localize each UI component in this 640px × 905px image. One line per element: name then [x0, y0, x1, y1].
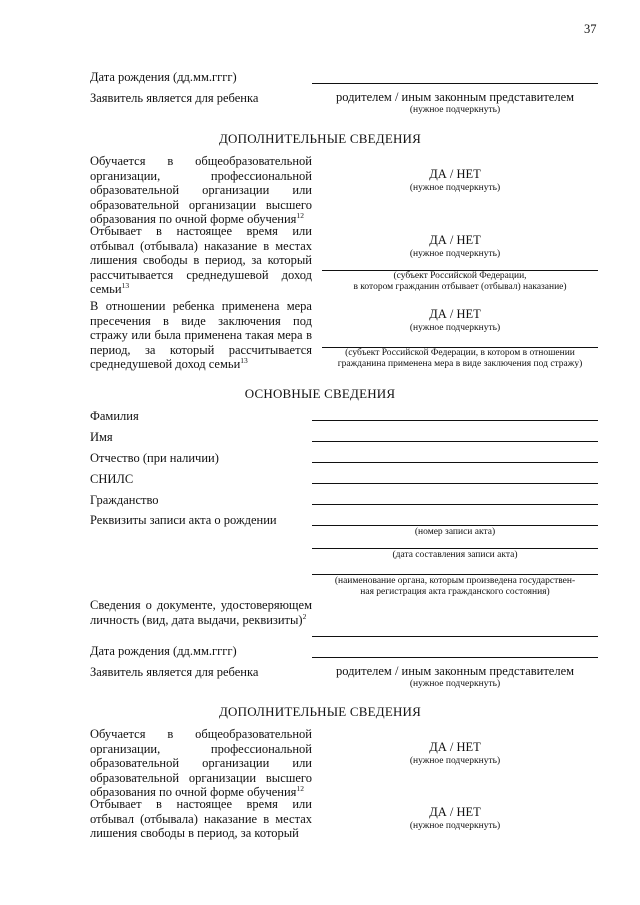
q2-note-2: (нужное подчеркнуть): [409, 821, 501, 831]
q1-note: (нужное подчеркнуть): [409, 183, 501, 193]
q3-note: (нужное подчеркнуть): [409, 323, 501, 333]
registry-body-caption-1: (наименование органа, которым произведена государствен-: [334, 576, 576, 586]
record-date-caption: (дата составления записи акта): [392, 550, 518, 560]
applicant-options[interactable]: родителем / иным законным представителем: [335, 90, 575, 104]
section-heading-additional: ДОПОЛНИТЕЛЬНЫЕ СВЕДЕНИЯ: [218, 131, 422, 146]
surname-label: Фамилия: [90, 409, 139, 423]
page-number: 37: [584, 22, 597, 36]
applicant-label: Заявитель является для ребенка: [90, 91, 259, 105]
name-field[interactable]: [312, 441, 598, 442]
q3-answer[interactable]: ДА / НЕТ: [429, 307, 481, 321]
q2-region-caption-2: в котором гражданин отбывает (отбывал) наказание): [353, 282, 567, 292]
snils-field[interactable]: [312, 483, 598, 484]
record-number-caption: (номер записи акта): [414, 527, 496, 537]
citizenship-label: Гражданство: [90, 493, 159, 507]
q2-note: (нужное подчеркнуть): [409, 249, 501, 259]
registry-body-field[interactable]: [312, 574, 598, 575]
patronymic-field[interactable]: [312, 462, 598, 463]
birth-date-label-2: Дата рождения (дд.мм.гггг): [90, 644, 237, 658]
surname-field[interactable]: [312, 420, 598, 421]
section-heading-additional-2: ДОПОЛНИТЕЛЬНЫЕ СВЕДЕНИЯ: [218, 704, 422, 719]
q3-region-caption-1: (субъект Российской Федерации, в котором в отношении: [345, 348, 575, 358]
q2-answer[interactable]: ДА / НЕТ: [429, 233, 481, 247]
birth-record-label: Реквизиты записи акта о рождении: [90, 513, 277, 527]
registry-body-caption-2: ная регистрация акта гражданского состояния): [360, 587, 550, 597]
birth-date-field[interactable]: [312, 83, 598, 84]
q2-imprisonment-text-2: Отбывает в настоящее время или отбывал (отбывала) наказание в местах лишения свободы в период, за который: [90, 797, 312, 840]
q1-note-2: (нужное подчеркнуть): [409, 756, 501, 766]
q2-answer-2[interactable]: ДА / НЕТ: [429, 805, 481, 819]
q1-studies-text-2: Обучается в общеобразовательной организации, профессиональной образовательной организации или образовательной организации высшего образования по очной форме обучения$^{12}$: [90, 727, 312, 799]
q1-answer-2[interactable]: ДА / НЕТ: [429, 740, 481, 754]
q1-studies-text: Обучается в общеобразовательной организации, профессиональной образовательной организации или образовательной организации высшего образования по очной форме обучения$^{12}$: [90, 154, 312, 226]
record-date-field[interactable]: [312, 548, 598, 549]
q2-imprisonment-text: Отбывает в настоящее время или отбывал (отбывала) наказание в местах лишения свободы в период, за который рассчитывается среднедушевой доход семьи$^{13}$: [90, 224, 312, 296]
id-document-text: Сведения о документе, удостоверяющем личность (вид, дата выдачи, реквизиты)$^2$: [90, 598, 312, 627]
underline-note-2: (нужное подчеркнуть): [409, 679, 501, 689]
applicant-options-2[interactable]: родителем / иным законным представителем: [335, 664, 575, 678]
q1-answer[interactable]: ДА / НЕТ: [429, 167, 481, 181]
birth-date-field-2[interactable]: [312, 657, 598, 658]
patronymic-label: Отчество (при наличии): [90, 451, 219, 465]
name-label: Имя: [90, 430, 113, 444]
section-heading-main: ОСНОВНЫЕ СВЕДЕНИЯ: [244, 386, 396, 401]
q3-custody-text: В отношении ребенка применена мера пресечения в виде заключения под стражу или была применена такая мера в период, за который рассчитывается среднедушевой доход семьи$^{13}$: [90, 299, 312, 371]
underline-note: (нужное подчеркнуть): [409, 105, 501, 115]
record-number-field[interactable]: [312, 525, 598, 526]
citizenship-field[interactable]: [312, 504, 598, 505]
q3-region-caption-2: гражданина применена мера в виде заключения под стражу): [337, 359, 583, 369]
id-document-field[interactable]: [312, 636, 598, 637]
applicant-label-2: Заявитель является для ребенка: [90, 665, 259, 679]
q2-region-caption-1: (субъект Российской Федерации,: [393, 271, 527, 281]
birth-date-label: Дата рождения (дд.мм.гггг): [90, 70, 237, 84]
snils-label: СНИЛС: [90, 472, 134, 486]
